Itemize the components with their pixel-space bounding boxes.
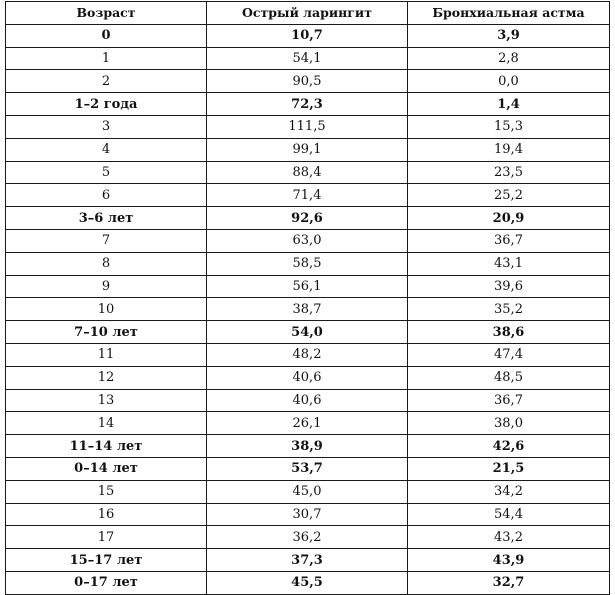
cell-laryngitis: 30,7 <box>207 503 408 526</box>
cell-age: 11–14 лет <box>6 435 207 458</box>
cell-laryngitis: 38,7 <box>207 298 408 321</box>
cell-asthma: 35,2 <box>408 298 610 321</box>
cell-laryngitis: 38,9 <box>207 435 408 458</box>
table-row <box>6 138 610 161</box>
header-row <box>6 2 610 25</box>
cell-age: 1–2 года <box>6 93 207 116</box>
cell-laryngitis: 56,1 <box>207 275 408 298</box>
cell-asthma: 43,9 <box>408 549 610 572</box>
cell-laryngitis: 10,7 <box>207 24 408 47</box>
table-header <box>6 2 610 25</box>
table-row <box>6 503 610 526</box>
table-row <box>6 47 610 70</box>
table-row <box>6 161 610 184</box>
cell-age: 0–14 лет <box>6 457 207 480</box>
cell-laryngitis: 54,0 <box>207 321 408 344</box>
cell-age: 10 <box>6 298 207 321</box>
cell-asthma: 48,5 <box>408 366 610 389</box>
cell-asthma: 43,1 <box>408 252 610 275</box>
cell-age: 7–10 лет <box>6 321 207 344</box>
table-row <box>6 412 610 435</box>
cell-age: 3–6 лет <box>6 207 207 230</box>
table-row <box>6 229 610 252</box>
table-row-subtotal <box>6 457 610 480</box>
cell-laryngitis: 45,5 <box>207 571 408 594</box>
cell-laryngitis: 26,1 <box>207 412 408 435</box>
table-row-subtotal <box>6 207 610 230</box>
cell-asthma: 47,4 <box>408 343 610 366</box>
cell-laryngitis: 58,5 <box>207 252 408 275</box>
cell-age: 0–17 лет <box>6 571 207 594</box>
cell-age: 8 <box>6 252 207 275</box>
table-row <box>6 184 610 207</box>
table-body <box>6 24 610 594</box>
cell-asthma: 23,5 <box>408 161 610 184</box>
cell-laryngitis: 88,4 <box>207 161 408 184</box>
table-row-subtotal <box>6 571 610 594</box>
cell-asthma: 25,2 <box>408 184 610 207</box>
incidence-table <box>5 1 610 595</box>
cell-age: 15 <box>6 480 207 503</box>
table-row <box>6 480 610 503</box>
cell-asthma: 36,7 <box>408 389 610 412</box>
cell-laryngitis: 40,6 <box>207 366 408 389</box>
cell-age: 2 <box>6 70 207 93</box>
cell-age: 0 <box>6 24 207 47</box>
table-row-subtotal <box>6 93 610 116</box>
cell-laryngitis: 36,2 <box>207 526 408 549</box>
cell-asthma: 2,8 <box>408 47 610 70</box>
cell-asthma: 0,0 <box>408 70 610 93</box>
cell-age: 15–17 лет <box>6 549 207 572</box>
cell-age: 1 <box>6 47 207 70</box>
cell-age: 7 <box>6 229 207 252</box>
table-row <box>6 526 610 549</box>
cell-laryngitis: 111,5 <box>207 115 408 138</box>
cell-asthma: 32,7 <box>408 571 610 594</box>
table-row-subtotal <box>6 549 610 572</box>
table-row <box>6 298 610 321</box>
cell-asthma: 36,7 <box>408 229 610 252</box>
cell-age: 13 <box>6 389 207 412</box>
cell-laryngitis: 54,1 <box>207 47 408 70</box>
cell-asthma: 43,2 <box>408 526 610 549</box>
cell-asthma: 20,9 <box>408 207 610 230</box>
cell-age: 4 <box>6 138 207 161</box>
cell-laryngitis: 53,7 <box>207 457 408 480</box>
table-row <box>6 252 610 275</box>
cell-age: 17 <box>6 526 207 549</box>
table-row <box>6 366 610 389</box>
cell-age: 3 <box>6 115 207 138</box>
cell-asthma: 42,6 <box>408 435 610 458</box>
cell-laryngitis: 72,3 <box>207 93 408 116</box>
data-table-container <box>5 1 609 595</box>
cell-age: 6 <box>6 184 207 207</box>
cell-laryngitis: 40,6 <box>207 389 408 412</box>
cell-asthma: 3,9 <box>408 24 610 47</box>
cell-asthma: 38,0 <box>408 412 610 435</box>
cell-laryngitis: 90,5 <box>207 70 408 93</box>
cell-laryngitis: 37,3 <box>207 549 408 572</box>
cell-asthma: 34,2 <box>408 480 610 503</box>
table-row <box>6 275 610 298</box>
table-row <box>6 70 610 93</box>
cell-asthma: 54,4 <box>408 503 610 526</box>
cell-age: 5 <box>6 161 207 184</box>
cell-age: 9 <box>6 275 207 298</box>
table-row-subtotal <box>6 321 610 344</box>
cell-laryngitis: 99,1 <box>207 138 408 161</box>
cell-age: 16 <box>6 503 207 526</box>
cell-laryngitis: 48,2 <box>207 343 408 366</box>
cell-laryngitis: 92,6 <box>207 207 408 230</box>
table-row <box>6 343 610 366</box>
cell-age: 14 <box>6 412 207 435</box>
cell-asthma: 39,6 <box>408 275 610 298</box>
cell-age: 11 <box>6 343 207 366</box>
cell-asthma: 21,5 <box>408 457 610 480</box>
cell-laryngitis: 63,0 <box>207 229 408 252</box>
cell-asthma: 19,4 <box>408 138 610 161</box>
cell-laryngitis: 71,4 <box>207 184 408 207</box>
table-row-subtotal <box>6 435 610 458</box>
cell-laryngitis: 45,0 <box>207 480 408 503</box>
cell-age: 12 <box>6 366 207 389</box>
header-age: Возраст <box>6 2 207 25</box>
cell-asthma: 15,3 <box>408 115 610 138</box>
table-row <box>6 389 610 412</box>
table-row <box>6 115 610 138</box>
header-laryngitis: Острый ларингит <box>207 2 408 25</box>
cell-asthma: 38,6 <box>408 321 610 344</box>
cell-asthma: 1,4 <box>408 93 610 116</box>
header-asthma: Бронхиальная астма <box>408 2 610 25</box>
table-row-subtotal <box>6 24 610 47</box>
